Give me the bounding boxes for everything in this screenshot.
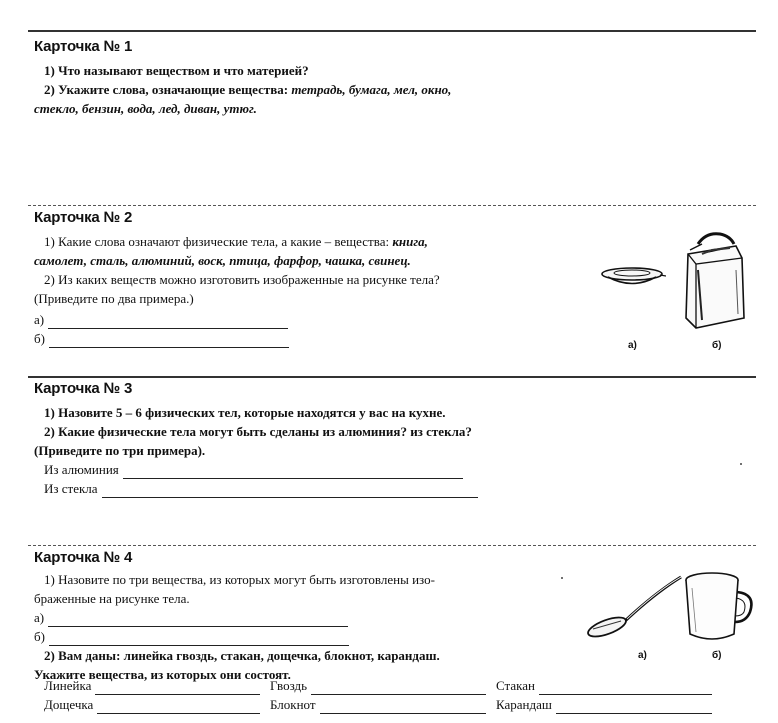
answer-glass-field[interactable] (102, 484, 478, 498)
item-board-field[interactable] (97, 700, 260, 714)
question-2: 2) Укажите слова, означающие вещества: тетрадь, бумага, мел, окно, (44, 82, 452, 97)
card-3 (34, 380, 574, 498)
image-caption-a: а) (628, 340, 637, 351)
question-1: 1) Назовите по три вещества, из которых могут быть изготовлены изо- (44, 572, 435, 587)
item-glass: Стакан (496, 677, 722, 695)
image-caption-a: а) (638, 650, 647, 661)
card-title: Карточка № 4 (34, 549, 133, 566)
answer-glass: Из стекла (34, 479, 574, 498)
card-4 (34, 549, 574, 684)
cup-icon (680, 568, 760, 648)
item-nail-field[interactable] (311, 681, 486, 695)
item-ruler-field[interactable] (95, 681, 260, 695)
question-2-cont: Укажите вещества, из которых они состоят. (34, 667, 291, 682)
item-notebook: Блокнот (270, 696, 496, 714)
question-1-cont: браженные на рисунке тела. (34, 591, 190, 606)
kettle-icon (676, 230, 752, 330)
card-title: Карточка № 3 (34, 380, 133, 397)
scan-speck (561, 577, 563, 579)
item-pencil: Карандаш (496, 696, 722, 714)
answer-b: б) (34, 329, 574, 348)
saucer-icon (600, 262, 666, 292)
answer-b-field[interactable] (49, 334, 289, 348)
answer-b-field[interactable] (49, 632, 349, 646)
answer-aluminium: Из алюминия (34, 460, 574, 479)
question-1-cont: самолет, сталь, алюминий, воск, птица, фарфор, чашка, свинец. (34, 253, 411, 268)
answer-a-field[interactable] (48, 613, 348, 627)
question-2: 2) Вам даны: линейка гвоздь, стакан, дощечка, блокнот, карандаш. (44, 648, 440, 663)
scan-speck (740, 463, 742, 465)
answer-aluminium-field[interactable] (123, 465, 463, 479)
answer-b: б) (34, 627, 574, 646)
answer-a: а) (34, 608, 574, 627)
question-2-cont: (Приведите по три примера). (34, 443, 206, 458)
item-glass-field[interactable] (539, 681, 712, 695)
item-pencil-field[interactable] (556, 700, 712, 714)
materials-grid (44, 677, 722, 714)
divider-card4 (28, 545, 756, 546)
question-2-cont: стекло, бензин, вода, лед, диван, утюг. (34, 101, 257, 116)
item-board: Дощечка (44, 696, 270, 714)
question-2-cont: (Приведите по два примера.) (34, 291, 194, 306)
divider-card3 (28, 376, 756, 378)
spoon-icon (585, 573, 685, 639)
question-2: 2) Из каких веществ можно изготовить изображенные на рисунке тела? (44, 272, 440, 287)
image-caption-b: б) (712, 340, 722, 351)
divider-card2 (28, 205, 756, 206)
question-1: 1) Что называют веществом и что материей? (44, 63, 309, 78)
answer-a: а) (34, 310, 574, 329)
question-1: 1) Назовите 5 – 6 физических тел, которые находятся у вас на кухне. (44, 405, 446, 420)
item-notebook-field[interactable] (320, 700, 486, 714)
question-2: 2) Какие физические тела могут быть сделаны из алюминия? из стекла? (44, 424, 472, 439)
card-title: Карточка № 2 (34, 209, 133, 226)
card-1 (34, 38, 574, 118)
card-title: Карточка № 1 (34, 38, 133, 55)
item-nail: Гвоздь (270, 677, 496, 695)
card-2 (34, 209, 574, 348)
item-ruler: Линейка (44, 677, 270, 695)
question-1: 1) Какие слова означают физические тела, а какие – вещества: книга, (44, 234, 428, 249)
answer-a-field[interactable] (48, 315, 288, 329)
divider-top (28, 30, 756, 32)
image-caption-b: б) (712, 650, 722, 661)
